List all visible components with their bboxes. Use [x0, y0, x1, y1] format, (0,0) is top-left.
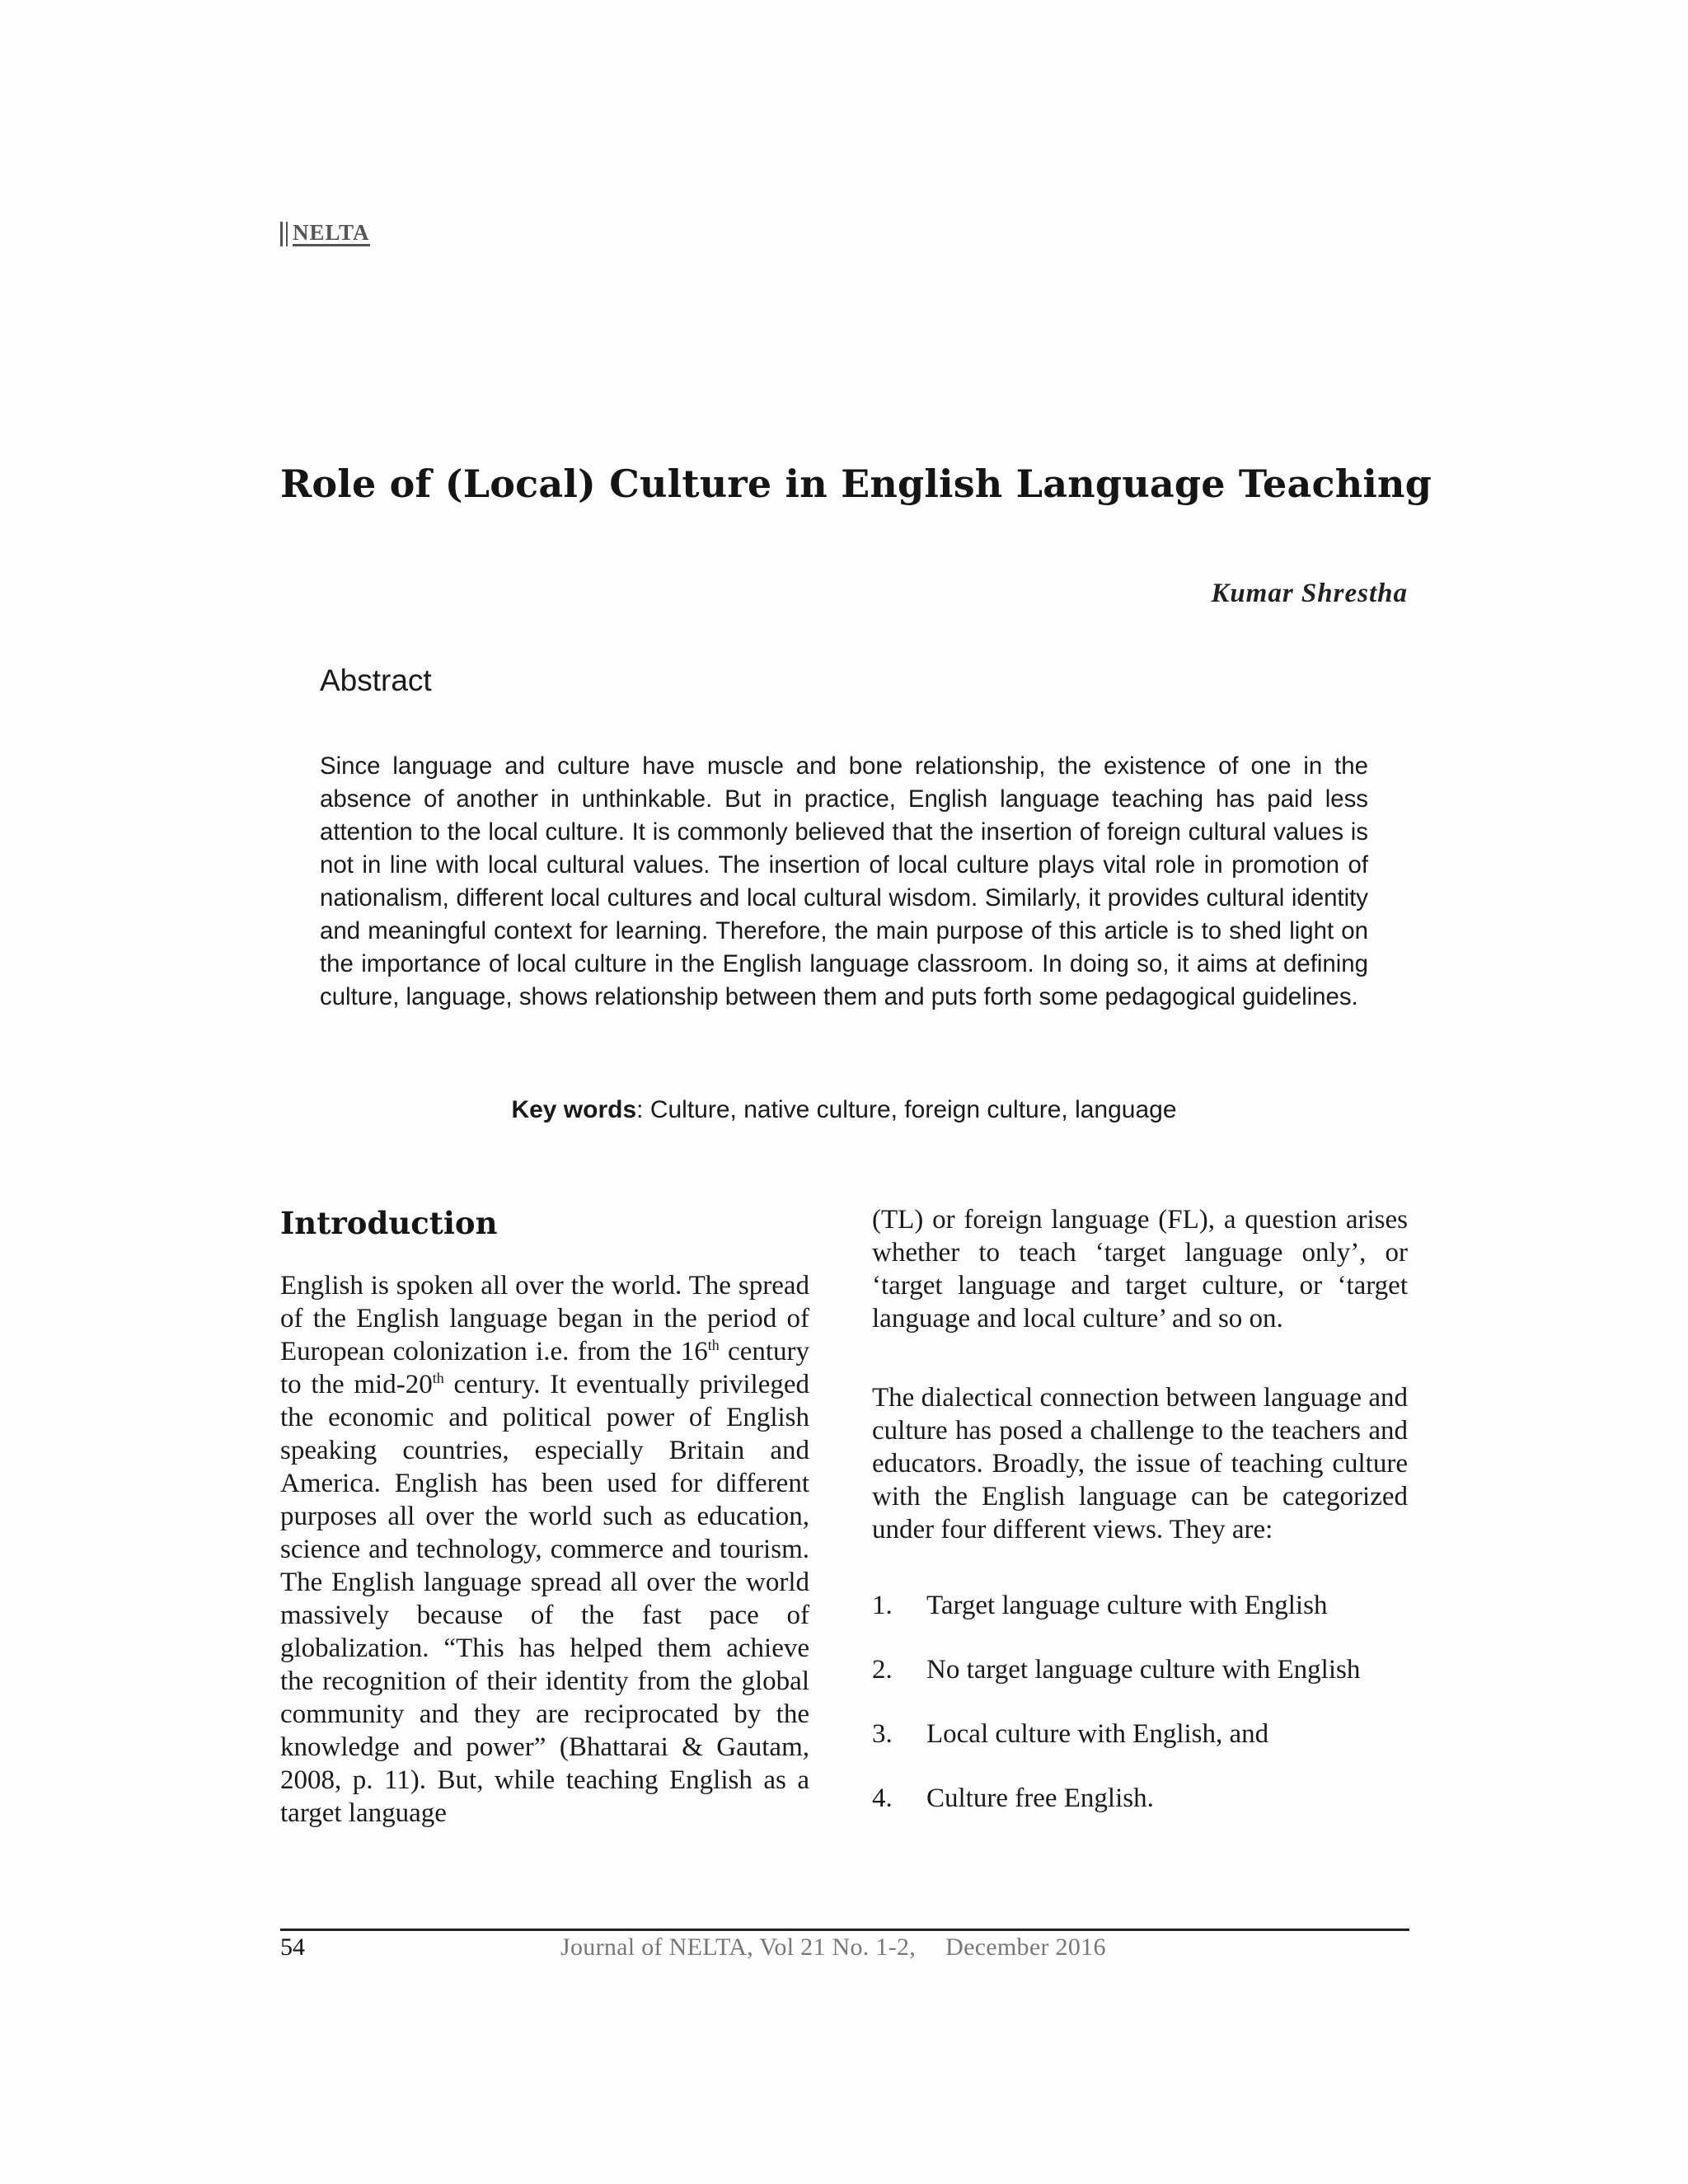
abstract-text: Since language and culture have muscle and bone relationship, the existence of one in the absence of another in unthinkable. But in practice, English language teaching has paid less attention to the local culture. It is commonly believed that the insertion of foreign cultural values is not in line with local cultural values. The insertion of local culture plays vital role in promotion of nationalism, different local cultures and local cultural wisdom. Similarly, it provides cultural identity and meaningful context for learning. Therefore, the main purpose of this article is to shed light on the importance of local culture in the English language classroom. In doing so, it aims at defining culture, language, shows relationship between them and puts forth some pedagogical guidelines.	[320, 752, 1368, 1010]
logo-bar-icon	[280, 222, 283, 246]
list-number: 2.	[872, 1655, 893, 1685]
right-column	[872, 1203, 1408, 1846]
superscript: th	[432, 1370, 444, 1386]
list-text: Target language culture with English	[926, 1591, 1328, 1620]
keywords-line	[0, 1096, 1688, 1124]
introduction-paragraph-continued: (TL) or foreign language (FL), a question arises whether to teach ‘target language only’, or ‘target language and target culture, or ‘target language and local culture’ and so on.	[872, 1205, 1408, 1333]
list-item	[872, 1653, 1408, 1686]
list-item	[872, 1589, 1408, 1622]
journal-date: December 2016	[945, 1933, 1106, 1961]
footer-divider	[280, 1929, 1409, 1931]
journal-citation	[560, 1933, 1106, 1961]
list-text: Culture free English.	[926, 1783, 1154, 1813]
views-list	[872, 1589, 1408, 1815]
keywords-label: Key words	[511, 1096, 637, 1123]
list-item	[872, 1718, 1408, 1750]
list-text: No target language culture with English	[926, 1655, 1361, 1685]
author-name: Kumar Shrestha	[1211, 579, 1408, 608]
article-title: Role of (Local) Culture in English Language Teaching	[280, 462, 1432, 506]
keywords-text: Culture, native culture, foreign culture, language	[649, 1096, 1177, 1123]
logo-bar-icon	[286, 222, 288, 246]
logo-text: NELTA	[293, 220, 370, 245]
keywords-separator: :	[636, 1096, 650, 1123]
left-column	[280, 1202, 809, 1830]
list-number: 1.	[872, 1591, 893, 1620]
introduction-heading: Introduction	[280, 1205, 498, 1241]
nelta-logo	[280, 221, 370, 246]
abstract-heading: Abstract	[320, 663, 432, 697]
list-item	[872, 1782, 1408, 1815]
list-number: 4.	[872, 1783, 893, 1813]
list-number: 3.	[872, 1719, 893, 1749]
journal-name: Journal of NELTA, Vol 21 No. 1-2,	[560, 1933, 917, 1961]
list-text: Local culture with English, and	[926, 1719, 1269, 1749]
views-intro-paragraph: The dialectical connection between language and culture has posed a challenge to the teachers and educators. Broadly, the issue of teaching culture with the English language can be categorized under four different views. They are:	[872, 1383, 1408, 1544]
paragraph-text: century to the mid-20	[280, 1337, 809, 1399]
paragraph-text: English is spoken all over the world. The spread of the English language began in the period of European colonization i.e. from the 16	[280, 1271, 809, 1366]
superscript: th	[707, 1337, 720, 1353]
page-number: 54	[280, 1933, 305, 1961]
paragraph-text: century. It eventually privileged the economic and political power of English speaking countries, especially Britain and America. English has been used for different purposes all over the world such as education, science and technology, commerce and tourism. The English language spread all over the world massively because of the fast pace of globalization. “This has helped them achieve the recognition of their identity from the global community and they are reciprocated by the knowledge and power” (Bhattarai & Gautam, 2008, p. 11). But, while teaching English as a target language	[280, 1370, 809, 1828]
introduction-paragraph	[280, 1269, 809, 1830]
